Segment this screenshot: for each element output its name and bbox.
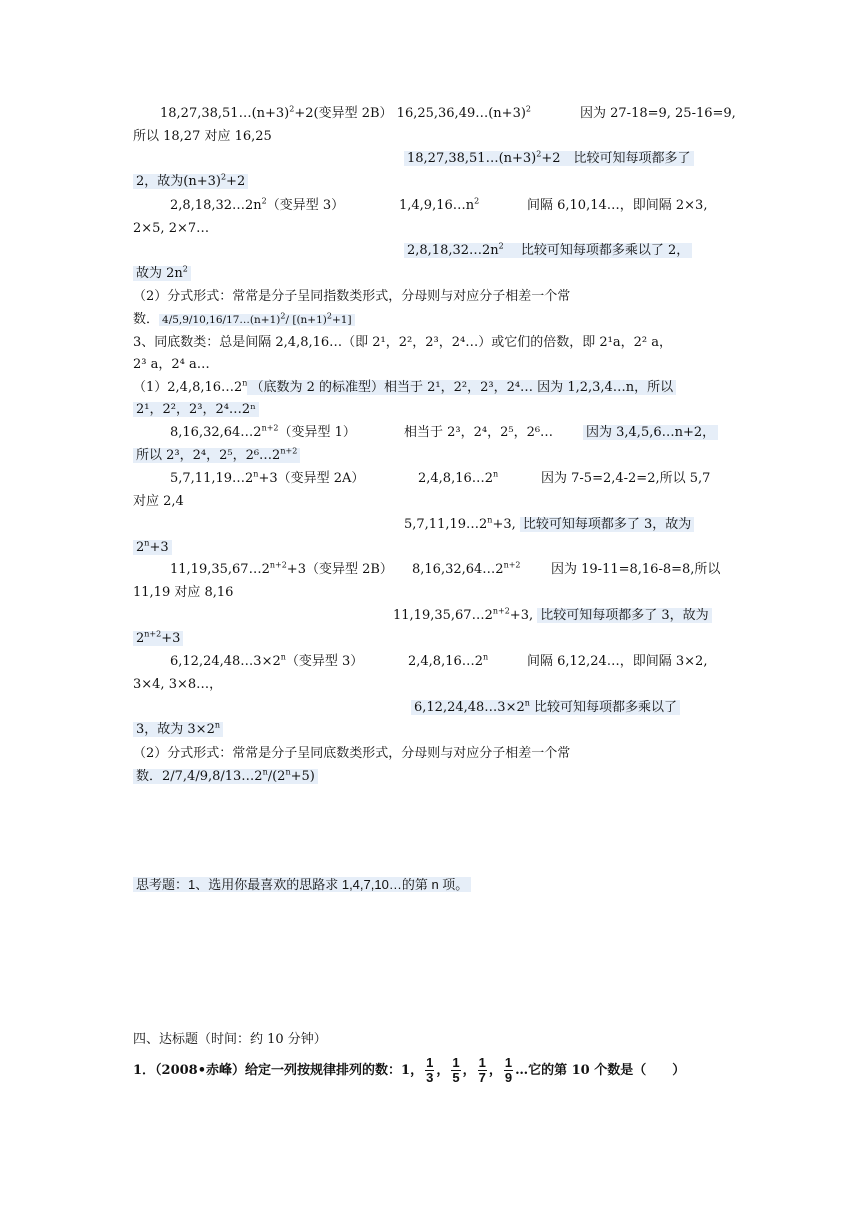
text: 因为 3,4,5,6…n+2， — [586, 425, 716, 440]
superscript: n — [253, 469, 259, 479]
text: 因为 27-18=9, 25-16=9, — [580, 106, 736, 121]
text: +2 — [541, 151, 561, 166]
highlighted-text — [537, 608, 711, 623]
highlighted-text — [520, 517, 694, 532]
text: / [(n+1) — [285, 314, 327, 326]
text: 故为 2n — [136, 266, 183, 281]
text: …它的第 10 个数是（ ） — [515, 1063, 686, 1078]
superscript: n+2 — [503, 560, 521, 570]
fraction — [478, 1056, 487, 1085]
text: ， — [436, 1063, 450, 1078]
highlighted-text — [133, 174, 248, 189]
superscript: 2 — [536, 149, 542, 159]
highlighted-text — [404, 151, 694, 166]
text-line — [170, 653, 363, 671]
text: 比较可知每项都多了 3，故为 — [540, 608, 709, 623]
text: 3、同底数类：总是间隔 2,4,8,16…（即 2¹，2²，2³，2⁴…）或它们的倍数，即 2¹a，2² a， — [133, 335, 672, 350]
text-line — [133, 745, 570, 763]
text: 3，故为 3×2 — [136, 722, 215, 737]
highlighted-text — [133, 877, 471, 892]
superscript: 2 — [289, 104, 295, 114]
text: ， — [488, 1063, 502, 1078]
text-line — [133, 447, 300, 465]
text-line — [541, 470, 710, 488]
superscript: 2 — [498, 241, 504, 251]
text: +2 — [226, 174, 246, 189]
text: 18,27,38,51…(n+3) — [160, 106, 290, 121]
text-line — [408, 653, 488, 671]
text: （变异型 3） — [266, 198, 345, 213]
text-line — [133, 334, 672, 352]
text: +1] — [331, 314, 352, 326]
superscript: 2 — [261, 196, 267, 206]
superscript: 2 — [280, 311, 286, 321]
text-line — [133, 379, 676, 397]
text-line — [133, 630, 183, 648]
text: 3×4, 3×8…， — [133, 677, 223, 692]
highlighted-text — [133, 540, 172, 555]
text: 因为 19-11=8,16-8=8,所以 — [551, 562, 721, 577]
text: 间隔 6,12,24…，即间隔 3×2, — [527, 654, 708, 669]
highlighted-text — [404, 243, 692, 258]
text: 2,4,8,16…2 — [418, 471, 494, 486]
text-line — [133, 493, 184, 511]
superscript: 2 — [182, 264, 188, 274]
text-line — [133, 539, 172, 557]
text: +3, — [492, 517, 516, 532]
fraction — [504, 1056, 513, 1085]
superscript: n+2 — [261, 423, 279, 433]
text: （变异型 3） — [285, 654, 364, 669]
text-line — [411, 699, 680, 717]
text: 18,27,38,51…(n+3) — [407, 151, 537, 166]
superscript: n — [285, 767, 291, 777]
text: 2 — [136, 540, 145, 555]
text: 数．2/7,4/9,8/13…2 — [136, 769, 263, 784]
text: 数． — [133, 312, 160, 327]
numerator: 1 — [504, 1055, 513, 1070]
numerator: 1 — [478, 1055, 486, 1070]
text-line — [418, 470, 498, 488]
text: +5) — [290, 769, 315, 784]
numerator: 1 — [426, 1055, 434, 1070]
text: 对应 2,4 — [133, 494, 184, 509]
highlighted-text — [411, 700, 680, 715]
denominator: 3 — [426, 1070, 434, 1085]
text: （1）2,4,8,16…2 — [133, 380, 243, 395]
text: +3, — [509, 608, 534, 623]
text: 1,4,9,16…n — [399, 198, 475, 213]
superscript: n+2 — [492, 606, 510, 616]
denominator: 5 — [452, 1070, 460, 1085]
text: 6,12,24,48…3×2 — [414, 700, 525, 715]
fraction — [451, 1056, 460, 1085]
text: 2,8,18,32…2n — [407, 243, 499, 258]
superscript: n — [487, 515, 493, 525]
text: 四、达标题（时间：约 10 分钟） — [133, 1032, 327, 1047]
highlighted-text — [133, 722, 223, 737]
text-line — [583, 424, 718, 442]
text: 11,19 对应 8,16 — [133, 585, 234, 600]
text-line — [170, 197, 344, 215]
text: /(2 — [267, 769, 286, 784]
highlighted-text — [133, 402, 259, 417]
text-line — [404, 424, 553, 442]
text: 因为 7-5=2,4-2=2,所以 5,7 — [541, 471, 711, 486]
text: +3 — [149, 540, 169, 555]
superscript: n+2 — [144, 629, 162, 639]
highlighted-text — [133, 631, 183, 646]
text-line — [133, 401, 259, 419]
text: （底数为 2 的标准型）相当于 2¹，2²，2³，2⁴… 因为 1,2,3,4…n，所以 — [250, 380, 674, 395]
text: 2 — [136, 631, 145, 646]
text: 11,19,35,67…2 — [170, 562, 270, 577]
text-line — [527, 197, 707, 215]
section-heading — [133, 1031, 327, 1049]
text: 2³ a，2⁴ a… — [133, 357, 210, 372]
superscript: 2 — [474, 196, 480, 206]
superscript: n+2 — [280, 446, 298, 456]
text-line — [133, 676, 222, 694]
text-line — [133, 265, 191, 283]
text: +3（变异型 2A） — [258, 471, 365, 486]
text-line — [527, 653, 707, 671]
text: 2×5, 2×7… — [133, 221, 210, 236]
text: 4/5,9/10,16/17…(n+1) — [162, 314, 281, 326]
text: 2,8,18,32…2n — [170, 198, 262, 213]
text: 8,16,32,64…2 — [412, 562, 504, 577]
highlighted-text — [133, 769, 318, 784]
text-line — [393, 607, 712, 625]
text: 11,19,35,67…2 — [393, 608, 493, 623]
text: 比较可知每项都多了 3，故为 — [522, 517, 692, 532]
text-line — [133, 173, 248, 191]
fraction — [425, 1056, 434, 1085]
highlighted-text — [133, 266, 191, 281]
text: （变异型 1） — [278, 425, 356, 440]
text-line — [160, 105, 531, 123]
text-line — [133, 721, 223, 739]
superscript: n — [144, 538, 150, 548]
text: 5,7,11,19…2 — [170, 471, 254, 486]
text-line — [133, 128, 272, 146]
numerator: 1 — [452, 1055, 460, 1070]
text: 思考题：1、选用你最喜欢的思路求 1,4,7,10…的第 n 项。 — [136, 877, 469, 892]
text: +2(变异型 2B） 16,25,36,49…(n+3) — [294, 106, 526, 121]
highlighted-text — [159, 311, 355, 326]
text-line — [399, 197, 479, 215]
text-line — [170, 561, 393, 579]
text-line — [133, 768, 318, 786]
text: 比较可知每项都多乘以了 — [534, 700, 678, 715]
text: 2，故为(n+3) — [136, 174, 221, 189]
question-1 — [133, 1056, 685, 1086]
superscript: n — [280, 652, 286, 662]
superscript: n+2 — [269, 560, 287, 570]
text: 间隔 6,10,14…，即间隔 2×3, — [527, 198, 708, 213]
highlighted-text — [583, 425, 718, 440]
denominator: 7 — [478, 1070, 486, 1085]
text: ， — [462, 1063, 476, 1078]
text-line — [133, 311, 355, 329]
superscript: n — [493, 469, 499, 479]
text: +3 — [161, 631, 181, 646]
superscript: n — [483, 652, 489, 662]
text: +3（变异型 2B） — [286, 562, 393, 577]
superscript: n — [524, 698, 530, 708]
text-line — [133, 220, 209, 238]
text: （2）分式形式：常常是分子呈同底数类形式，分母则与对应分子相差一个常 — [133, 746, 571, 761]
text: 5,7,11,19…2 — [404, 517, 488, 532]
text-line — [133, 584, 233, 602]
think-question — [133, 876, 471, 894]
text: 6,12,24,48…3×2 — [170, 654, 281, 669]
text-line — [404, 150, 694, 168]
text-line — [404, 516, 694, 534]
superscript: n — [262, 767, 268, 777]
superscript: n — [242, 378, 248, 388]
text: 2¹，2²，2³，2⁴…2ⁿ — [136, 402, 256, 417]
text-line — [412, 561, 521, 579]
text: 2,4,8,16…2 — [408, 654, 484, 669]
text-line — [170, 470, 364, 488]
superscript: n — [214, 720, 220, 730]
text: （2）分式形式：常常是分子呈同指数类形式，分母则与对应分子相差一个常 — [133, 289, 571, 304]
superscript: 2 — [525, 104, 532, 114]
superscript: 2 — [220, 172, 227, 182]
text: 比较可知每项都多了 — [573, 151, 691, 166]
highlighted-text — [133, 448, 300, 463]
text-line — [170, 424, 356, 442]
superscript: 2 — [326, 311, 332, 321]
text: 1．（2008•赤峰）给定一列按规律排列的数：1， — [133, 1063, 424, 1078]
text: 相当于 2³，2⁴，2⁵，2⁶… — [404, 425, 554, 440]
highlighted-text — [247, 380, 676, 395]
text: 8,16,32,64…2 — [170, 425, 262, 440]
text: 所以 18,27 对应 16,25 — [133, 129, 272, 144]
text-line — [133, 356, 210, 374]
text: 比较可知每项都多乘以了 2， — [520, 243, 690, 258]
text-line — [133, 288, 570, 306]
text-line — [404, 242, 692, 260]
text: 所以 2³，2⁴，2⁵，2⁶…2 — [136, 448, 281, 463]
denominator: 9 — [504, 1070, 513, 1085]
text-line — [580, 105, 736, 123]
text-line — [551, 561, 720, 579]
